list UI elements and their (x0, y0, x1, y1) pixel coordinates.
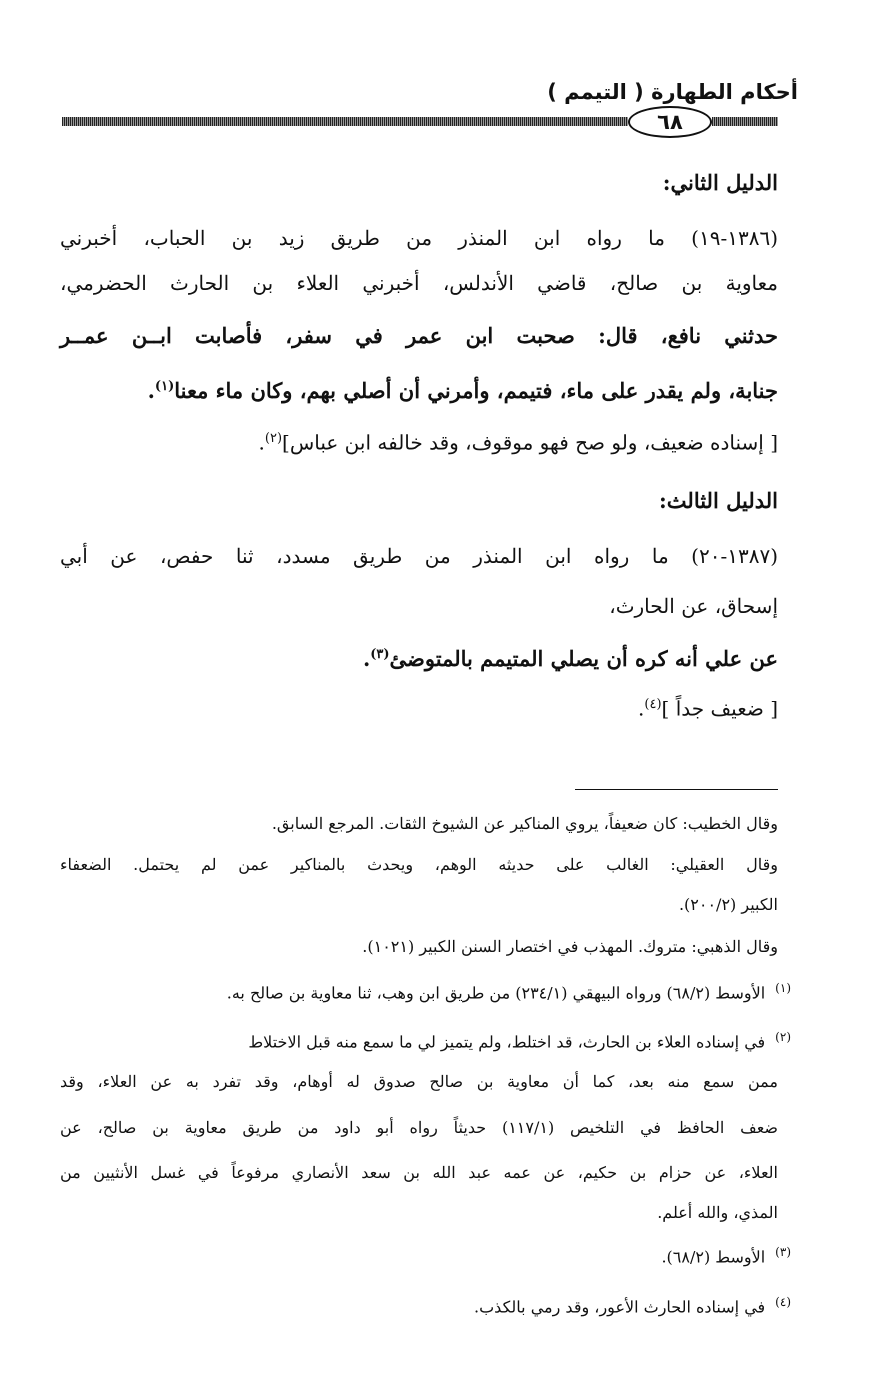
body-line-5-end: . (258, 430, 265, 455)
running-header-title: أحكام الطهارة ( التيمم ) (547, 80, 798, 104)
footnote-line-khatib: وقال الخطيب: كان ضعيفاً، يروي المناكير عن الشيوخ الثقات. المرجع السابق. (271, 814, 778, 833)
body-line-6: (١٣٨٧-٢٠) ما رواه ابن المنذر من طريق مسدد، ثنا حفص، عن أبي (60, 544, 778, 568)
body-line-8-text: عن علي أنه كره أن يصلي المتيمم بالمتوضئ (389, 646, 778, 671)
footnote-2-line-a (248, 1025, 791, 1054)
body-line-3: حدثني نافع، قال: صحبت ابن عمر في سفر، فأصابت ابــن عمــر (60, 323, 778, 348)
footnote-1-text: الأوسط (٦٨/٢) ورواه البيهقي (٢٣٤/١) من طريق ابن وهب، ثنا معاوية بن صالح به. (226, 983, 766, 1003)
section-heading-third-evidence: الدليل الثالث: (659, 488, 778, 513)
grading-note-2: [ ضعيف جداً ] (661, 696, 778, 721)
header-rule-left (62, 117, 628, 126)
footnote-2-line-c: ضعف الحافظ في التلخيص (١١٧/١) حديثاً رواه أبو داود من طريق معاوية بن صالح، عن (60, 1118, 778, 1137)
footnote-line-dhahabi: وقال الذهبي: متروك. المهذب في اختصار السنن الكبير (١٠٢١). (362, 937, 778, 956)
footnote-2-number: (٢) (775, 1030, 791, 1044)
footnote-separator (575, 789, 778, 790)
body-line-4-end: . (147, 378, 155, 403)
footnote-3 (661, 1240, 791, 1269)
footnote-ref-1: (١) (154, 379, 175, 394)
body-line-9-end: . (638, 696, 645, 721)
page-number: ٦٨ (628, 106, 712, 138)
footnote-1 (227, 976, 791, 1005)
footnote-4 (474, 1290, 791, 1319)
body-line-5 (259, 424, 778, 458)
grading-note-1: [ إسناده ضعيف، ولو صح فهو موقوف، وقد خالفه ابن عباس] (282, 430, 778, 455)
section-heading-second-evidence: الدليل الثاني: (662, 170, 778, 195)
footnote-3-number: (٣) (775, 1245, 791, 1259)
footnote-2-line-d: العلاء، عن حزام بن حكيم، عن عمه عبد الله بن سعد الأنصاري مرفوعاً في غسل الأنثيين من (60, 1163, 778, 1182)
body-line-4-text: جنابة، ولم يقدر على ماء، فتيمم، وأمرني أن أصلي بهم، وكان ماء معنا (174, 378, 778, 403)
footnote-3-text: الأوسط (٦٨/٢). (661, 1247, 766, 1267)
footnote-line-uqayli-a: وقال العقيلي: الغالب على حديثه الوهم، ويحدث بالمناكير عمن لم يحتمل. الضعفاء (60, 855, 778, 874)
footnote-ref-2: (٢) (264, 431, 283, 446)
footnote-1-number: (١) (775, 981, 791, 995)
footnote-2-line-e: المذي، والله أعلم. (657, 1203, 778, 1222)
body-line-2: معاوية بن صالح، قاضي الأندلس، أخبرني العلاء بن الحارث الحضرمي، (60, 271, 778, 295)
body-line-8 (363, 640, 778, 674)
footnote-ref-4: (٤) (644, 697, 662, 712)
body-line-7: إسحاق، عن الحارث، (609, 594, 778, 618)
footnote-ref-3: (٣) (370, 647, 390, 662)
header-rule-right (712, 117, 778, 126)
body-line-8-end: . (362, 646, 371, 671)
footnote-2-text-a: في إسناده العلاء بن الحارث، قد اختلط، ولم يتميز لي ما سمع منه قبل الاختلاط (248, 1032, 766, 1052)
footnote-2-line-b: ممن سمع منه بعد، كما أن معاوية بن صالح صدوق له أوهام، وقد تفرد به عن العلاء، وقد (60, 1072, 778, 1091)
body-line-1: (١٣٨٦-١٩) ما رواه ابن المنذر من طريق زيد بن الحباب، أخبرني (60, 226, 778, 250)
body-line-4 (148, 372, 778, 406)
footnote-4-number: (٤) (775, 1295, 791, 1309)
body-line-9 (638, 690, 778, 724)
footnote-line-uqayli-b: الكبير (٢٠٠/٢). (678, 895, 778, 914)
footnote-4-text: في إسناده الحارث الأعور، وقد رمي بالكذب. (474, 1297, 766, 1317)
